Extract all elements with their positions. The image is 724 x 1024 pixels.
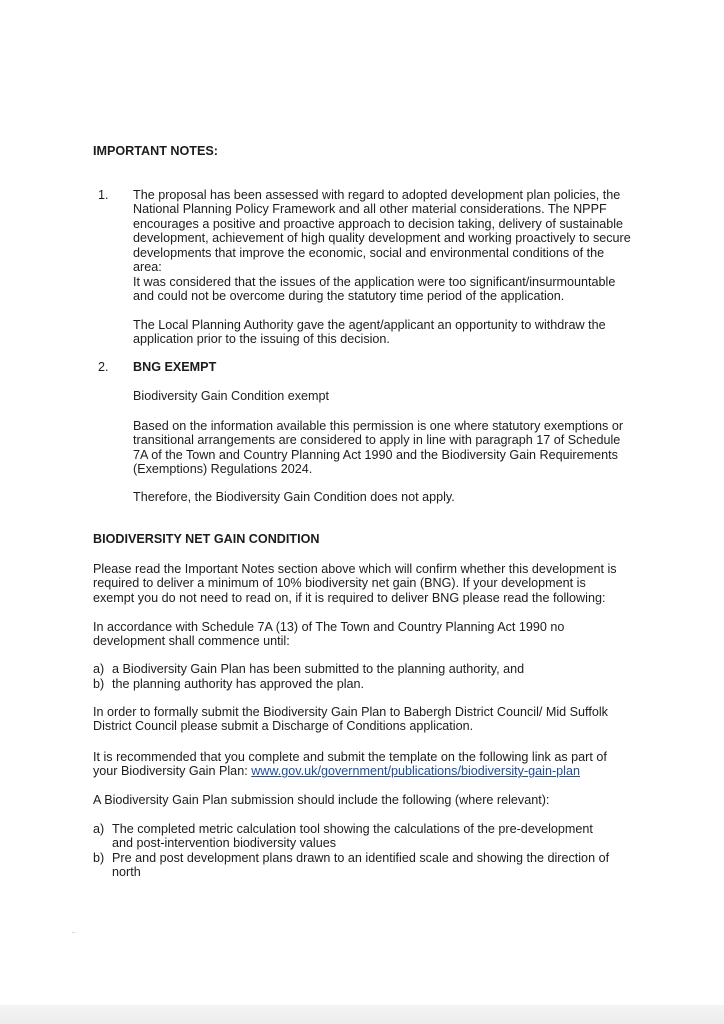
bng-accordance-paragraph: In accordance with Schedule 7A (13) of The Town and Country Planning Act 1990 no development shall commence until: [93, 620, 565, 649]
note-2-paragraph-3: Therefore, the Biodiversity Gain Condition does not apply. [133, 490, 455, 504]
note-2-title: BNG EXEMPT [133, 360, 217, 374]
scan-speck [72, 932, 75, 933]
scan-bottom-edge [0, 1005, 724, 1024]
important-notes-heading: IMPORTANT NOTES: [93, 144, 218, 158]
condition-a-marker: a) [93, 662, 105, 676]
bng-condition-heading: BIODIVERSITY NET GAIN CONDITION [93, 532, 320, 546]
note-2-paragraph-2: Based on the information available this permission is one where statutory exemptions or transitional arrangements are considered to apply in line with paragraph 17 of Schedule 7A of the Town and Country Planning Act 1990 and the Biodiversity Gain Requirements (Exemptions) Regulations 2024. [133, 419, 624, 477]
submission-b-marker: b) [93, 851, 105, 865]
note-1-paragraph-1: The proposal has been assessed with regard to adopted development plan policies, the National Planning Policy Framework and all other material considerations. The NPPF encourages a positive and proactive approach to decision taking, delivery of sustainable development, achievement of high quality development and working proactively to secure developments that improve the economic, social and environmental conditions of the area: [133, 188, 631, 275]
note-2-number: 2. [98, 360, 109, 374]
submission-b-text: Pre and post development plans drawn to an identified scale and showing the direction of north [112, 851, 610, 880]
note-1-paragraph-2: It was considered that the issues of the application were too significant/insurmountable and could not be overcome during the statutory time period of the application. [133, 275, 616, 304]
note-1-number: 1. [98, 188, 109, 202]
submission-a-marker: a) [93, 822, 105, 836]
bng-template-paragraph [93, 750, 633, 779]
condition-b-text: the planning authority has approved the plan. [112, 677, 365, 691]
bng-template-text: It is recommended that you complete and submit the template on the following link as part of your Biodiversity Gain Plan: [93, 750, 607, 779]
condition-a-text: a Biodiversity Gain Plan has been submitted to the planning authority, and [112, 662, 525, 676]
biodiversity-gain-plan-link[interactable]: www.gov.uk/government/publications/biodiversity-gain-plan [251, 764, 580, 779]
bng-submit-paragraph: In order to formally submit the Biodiversity Gain Plan to Babergh District Council/ Mid Suffolk District Council please submit a Discharge of Conditions application. [93, 705, 608, 734]
condition-b-marker: b) [93, 677, 105, 691]
submission-a-text: The completed metric calculation tool showing the calculations of the pre-development and post-intervention biodiversity values [112, 822, 593, 851]
note-2-paragraph-1: Biodiversity Gain Condition exempt [133, 389, 329, 403]
submission-intro-paragraph: A Biodiversity Gain Plan submission should include the following (where relevant): [93, 793, 550, 807]
bng-intro-paragraph: Please read the Important Notes section above which will confirm whether this development is required to deliver a minimum of 10% biodiversity net gain (BNG). If your development is exempt you do not need to read on, if it is required to deliver BNG please read the following: [93, 562, 617, 605]
note-1-paragraph-3: The Local Planning Authority gave the agent/applicant an opportunity to withdraw the application prior to the issuing of this decision. [133, 318, 606, 347]
